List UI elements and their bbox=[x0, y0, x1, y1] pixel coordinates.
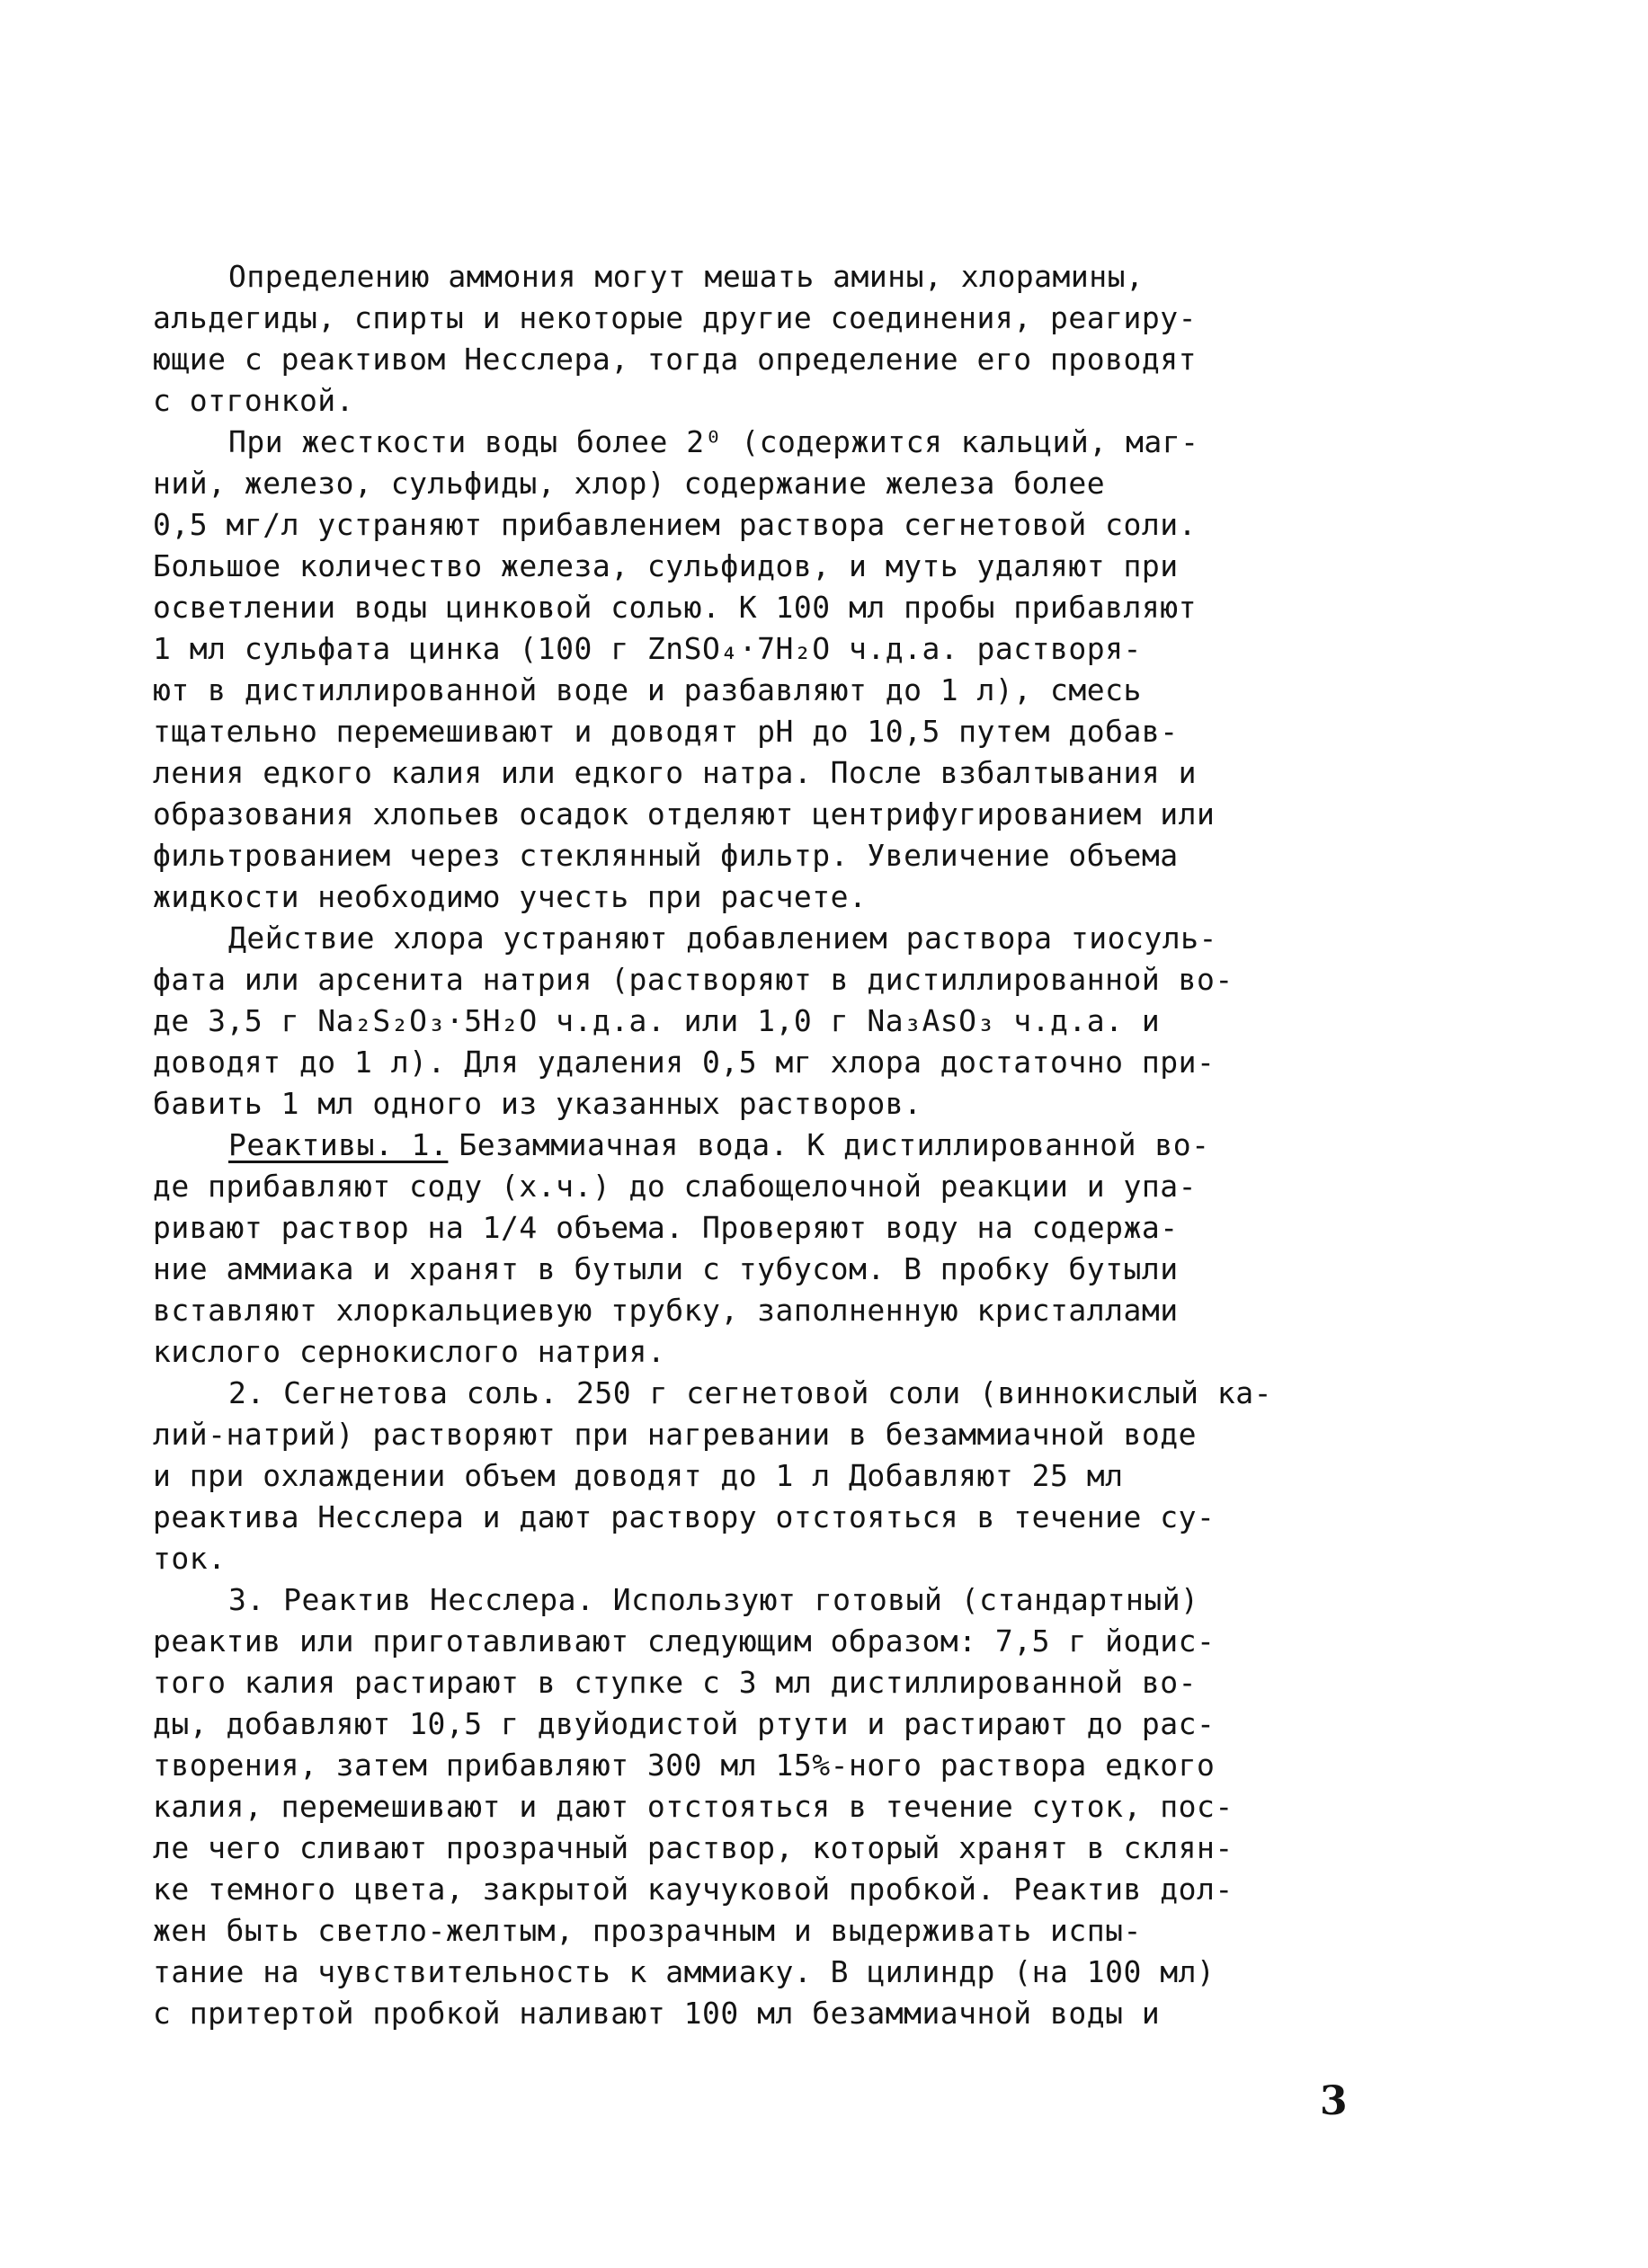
text-line: 1 мл сульфата цинка (100 г ZnSO₄·7H₂O ч.д.а. растворя- bbox=[153, 631, 1142, 666]
text-line: кислого сернокислого натрия. bbox=[153, 1334, 666, 1369]
text-line: фата или арсенита натрия (растворяют в дистиллированной во- bbox=[153, 962, 1234, 997]
reagents-heading: Реактивы. 1. bbox=[228, 1127, 449, 1162]
text-line: де прибавляют соду (х.ч.) до слабощелочной реакции и упа- bbox=[153, 1169, 1197, 1204]
text-line: бавить 1 мл одного из указанных растворов. bbox=[153, 1086, 922, 1121]
text-line: тание на чувствительность к аммиаку. В цилиндр (на 100 мл) bbox=[153, 1954, 1216, 1989]
text-line: альдегиды, спирты и некоторые другие соединения, реагиру- bbox=[153, 300, 1197, 335]
paragraph-seignette-salt bbox=[153, 1375, 1356, 1582]
text-line: реактив или приготавливают следующим образом: 7,5 г йодис- bbox=[153, 1623, 1216, 1659]
text-line: де 3,5 г Na₂S₂O₃·5H₂O ч.д.а. или 1,0 г Na₃AsO₃ ч.д.а. и bbox=[153, 1003, 1161, 1038]
reagents-heading-rest: Безаммиачная вода. К дистиллированной во- bbox=[459, 1127, 1210, 1162]
text-line: При жесткости воды более 2⁰ (содержится кальций, маг- bbox=[228, 424, 1199, 459]
document-body bbox=[153, 259, 1356, 2037]
text-line: ние аммиака и хранят в бутыли с тубусом. В пробку бутыли bbox=[153, 1251, 1179, 1286]
text-line: 0,5 мг/л устраняют прибавлением раствора сегнетовой соли. bbox=[153, 507, 1197, 542]
text-line: осветлении воды цинковой солью. К 100 мл пробы прибавляют bbox=[153, 590, 1197, 625]
text-line: вставляют хлоркальциевую трубку, заполненную кристаллами bbox=[153, 1293, 1179, 1328]
text-line: образования хлопьев осадок отделяют центрифугированием или bbox=[153, 796, 1216, 832]
paragraph-chlorine-removal bbox=[153, 921, 1356, 1127]
text-line: Большое количество железа, сульфидов, и муть удаляют при bbox=[153, 548, 1179, 583]
text-line: 2. Сегнетова соль. 250 г сегнетовой соли (виннокислый ка- bbox=[228, 1375, 1272, 1410]
text-line: ток. bbox=[153, 1541, 227, 1576]
paragraph-reagents-ammonia-free-water bbox=[153, 1127, 1356, 1375]
text-line: и при охлаждении объем доводят до 1 л Добавляют 25 мл bbox=[153, 1458, 1124, 1493]
text-line: Определению аммония могут мешать амины, хлорамины, bbox=[228, 259, 1145, 294]
text-line: Действие хлора устраняют добавлением раствора тиосуль- bbox=[228, 921, 1217, 956]
text-line: фильтрованием через стеклянный фильтр. Увеличение объема bbox=[153, 838, 1179, 873]
text-line: ления едкого калия или едкого натра. После взбалтывания и bbox=[153, 755, 1197, 790]
text-line: 3. Реактив Несслера. Используют готовый (стандартный) bbox=[228, 1582, 1199, 1617]
paragraph-nessler-reagent bbox=[153, 1582, 1356, 2037]
text-line: ды, добавляют 10,5 г двуйодистой ртути и растирают до рас- bbox=[153, 1706, 1216, 1741]
text-line: доводят до 1 л). Для удаления 0,5 мг хлора достаточно при- bbox=[153, 1045, 1216, 1080]
text-line: лий-натрий) растворяют при нагревании в безаммиачной воде bbox=[153, 1417, 1197, 1452]
text-line bbox=[153, 1127, 1356, 1169]
text-line: с притертой пробкой наливают 100 мл безаммиачной воды и bbox=[153, 1996, 1161, 2031]
text-line: жидкости необходимо учесть при расчете. bbox=[153, 879, 868, 914]
text-line: того калия растирают в ступке с 3 мл дистиллированной во- bbox=[153, 1665, 1197, 1700]
paragraph-ammonia-interference bbox=[153, 259, 1356, 424]
page-number: 3 bbox=[1320, 2078, 1348, 2124]
text-line: жен быть светло-желтым, прозрачным и выдерживать испы- bbox=[153, 1913, 1142, 1948]
text-line: ле чего сливают прозрачный раствор, который хранят в склян- bbox=[153, 1830, 1234, 1865]
text-line: ющие с реактивом Несслера, тогда определение его проводят bbox=[153, 342, 1197, 377]
text-line: с отгонкой. bbox=[153, 383, 355, 418]
text-line: калия, перемешивают и дают отстояться в течение суток, пос- bbox=[153, 1789, 1234, 1824]
text-line: ют в дистиллированной воде и разбавляют до 1 л), смесь bbox=[153, 672, 1142, 707]
text-line: творения, затем прибавляют 300 мл 15%-ного раствора едкого bbox=[153, 1748, 1216, 1783]
text-line: ний, железо, сульфиды, хлор) содержание железа более bbox=[153, 466, 1106, 501]
text-line: ке темного цвета, закрытой каучуковой пробкой. Реактив дол- bbox=[153, 1872, 1234, 1907]
text-line: реактива Несслера и дают раствору отстояться в течение су- bbox=[153, 1499, 1216, 1534]
paragraph-hardness-iron bbox=[153, 424, 1356, 921]
text-line: тщательно перемешивают и доводят pH до 10,5 путем добав- bbox=[153, 714, 1179, 749]
text-line: ривают раствор на 1/4 объема. Проверяют воду на содержа- bbox=[153, 1210, 1179, 1245]
